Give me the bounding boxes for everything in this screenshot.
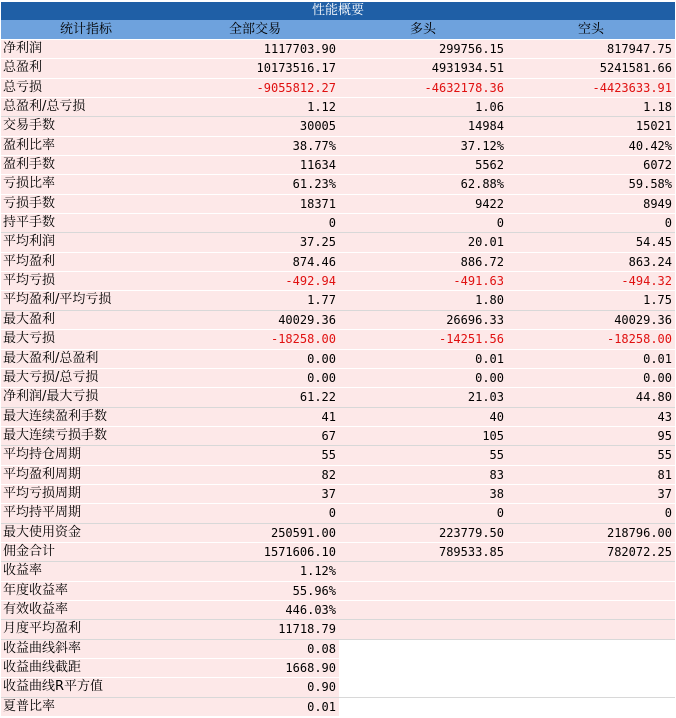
- cell-all-trades: 1571606.10: [263, 544, 336, 559]
- cell-all-trades: 37.25: [299, 235, 336, 250]
- cell-all-trades: 61.23%: [292, 177, 336, 192]
- cell-all-trades: 55: [321, 448, 336, 463]
- cell-all-trades: 0.90: [307, 680, 336, 695]
- cell-all-trades: 0.00: [307, 370, 336, 385]
- table-row: [1, 116, 675, 135]
- row-label: 收益曲线截距: [3, 660, 82, 675]
- table-row: [1, 484, 675, 503]
- cell-all-trades: -9055812.27: [256, 80, 336, 95]
- cell-long: 105: [482, 428, 504, 443]
- cell-all-trades: 446.03%: [285, 602, 336, 617]
- cell-all-trades: 40029.36: [278, 312, 336, 327]
- row-label: 收益率: [3, 563, 43, 579]
- row-label: 最大盈利: [3, 311, 56, 327]
- table-row: [1, 97, 675, 116]
- cell-all-trades: 1668.90: [285, 661, 336, 675]
- cell-all-trades: 1.12%: [299, 564, 336, 579]
- cell-long: 9422: [475, 196, 504, 211]
- cell-long: 789533.85: [438, 544, 504, 559]
- table-row: [1, 619, 675, 638]
- cell-all-trades: 11718.79: [278, 622, 336, 637]
- cell-short: [507, 620, 675, 638]
- cell-short: 782072.25: [606, 544, 672, 559]
- table-row: [1, 252, 675, 271]
- cell-short: [507, 659, 675, 677]
- cell-short: 0: [664, 506, 672, 521]
- cell-short: [507, 698, 675, 716]
- cell-short: [507, 582, 675, 600]
- row-label: 最大盈利/总盈利: [3, 350, 99, 366]
- cell-long: [339, 659, 507, 677]
- cell-all-trades: 1.77: [307, 293, 336, 308]
- table-row: [1, 581, 675, 600]
- cell-short: -494.32: [621, 274, 672, 289]
- cell-short: 95: [657, 428, 672, 443]
- row-label: 平均亏损周期: [3, 485, 82, 501]
- table-row: [1, 426, 675, 445]
- cell-short: 1.75: [643, 293, 672, 308]
- cell-short: 218796.00: [606, 525, 672, 540]
- cell-long: [339, 601, 507, 619]
- table-row: [1, 697, 675, 716]
- row-label: 盈利手数: [3, 157, 56, 173]
- cell-short: 0.00: [643, 370, 672, 385]
- row-label: 平均盈利: [3, 253, 56, 269]
- cell-short: [507, 562, 675, 580]
- row-label: 亏损手数: [3, 195, 56, 211]
- cell-short: 59.58%: [628, 177, 672, 192]
- table-row: [1, 523, 675, 542]
- header-long: 多头: [409, 22, 436, 37]
- row-label: 平均持平周期: [3, 505, 82, 521]
- cell-long: 299756.15: [438, 42, 504, 56]
- table-row: [1, 387, 675, 406]
- table-row: [1, 407, 675, 426]
- table-header: [1, 20, 675, 39]
- cell-all-trades: 55.96%: [292, 583, 336, 598]
- cell-all-trades: 67: [321, 428, 336, 443]
- cell-long: 0.00: [475, 370, 504, 385]
- table-row: [1, 290, 675, 309]
- table-row: [1, 465, 675, 484]
- row-label: 总盈利/总亏损: [3, 99, 86, 115]
- cell-short: 0.01: [643, 351, 672, 366]
- cell-short: 43: [657, 409, 672, 424]
- cell-long: [339, 678, 507, 696]
- row-label: 交易手数: [3, 118, 56, 134]
- cell-short: 6072: [643, 158, 672, 173]
- cell-long: [339, 582, 507, 600]
- cell-short: 15021: [635, 119, 672, 134]
- cell-short: 40029.36: [614, 312, 672, 327]
- cell-short: 37: [657, 486, 672, 501]
- row-label: 年度收益率: [3, 582, 69, 598]
- cell-all-trades: 10173516.17: [256, 61, 336, 76]
- table-row: [1, 503, 675, 522]
- cell-all-trades: 11634: [299, 158, 336, 173]
- cell-short: 0: [664, 216, 672, 231]
- header-metric: 统计指标: [59, 22, 112, 37]
- table-row: [1, 194, 675, 213]
- cell-long: 1.80: [475, 293, 504, 308]
- row-label: 净利润: [3, 41, 43, 56]
- row-label: 收益曲线斜率: [3, 640, 82, 656]
- table-row: [1, 58, 675, 77]
- cell-short: 54.45: [635, 235, 672, 250]
- row-label: 最大使用资金: [3, 524, 82, 540]
- table-row: [1, 561, 675, 580]
- row-label: 夏普比率: [3, 698, 56, 714]
- row-label: 最大连续盈利手数: [3, 408, 108, 424]
- cell-long: [339, 562, 507, 580]
- cell-short: [507, 640, 675, 658]
- table-row: [1, 78, 675, 97]
- row-label: 最大亏损: [3, 331, 56, 347]
- cell-all-trades: 0: [328, 216, 336, 231]
- row-label: 有效收益率: [3, 601, 69, 617]
- table-row: [1, 213, 675, 232]
- cell-all-trades: 38.77%: [292, 138, 336, 153]
- cell-short: 44.80: [635, 390, 672, 405]
- table-row: [1, 155, 675, 174]
- cell-long: 4931934.51: [431, 61, 504, 76]
- cell-long: 0: [496, 506, 504, 521]
- cell-long: 55: [489, 448, 504, 463]
- cell-long: 62.88%: [460, 177, 504, 192]
- cell-all-trades: 61.22: [299, 390, 336, 405]
- cell-long: 0: [496, 216, 504, 231]
- row-label: 月度平均盈利: [3, 621, 82, 637]
- cell-short: -18258.00: [606, 332, 672, 347]
- cell-all-trades: 1117703.90: [263, 42, 336, 56]
- table-title: 性能概要: [1, 2, 675, 20]
- table-row: [1, 349, 675, 368]
- cell-all-trades: 250591.00: [270, 525, 336, 540]
- row-label: 平均持仓周期: [3, 447, 82, 463]
- cell-short: 863.24: [628, 254, 672, 269]
- row-label: 收益曲线R平方值: [3, 679, 104, 695]
- row-label: 最大连续亏损手数: [3, 427, 108, 443]
- cell-all-trades: 0.01: [307, 699, 336, 714]
- row-label: 亏损比率: [3, 176, 56, 192]
- cell-short: 5241581.66: [599, 61, 672, 76]
- cell-all-trades: 37: [321, 486, 336, 501]
- row-label: 盈利比率: [3, 137, 56, 153]
- cell-long: [339, 640, 507, 658]
- row-label: 总亏损: [3, 79, 43, 95]
- cell-long: 21.03: [467, 390, 504, 405]
- table-row: [1, 136, 675, 155]
- cell-long: 5562: [475, 158, 504, 173]
- cell-all-trades: 0: [328, 506, 336, 521]
- table-row: [1, 329, 675, 348]
- table-row: [1, 542, 675, 561]
- cell-all-trades: 1.12: [307, 100, 336, 115]
- cell-all-trades: 82: [321, 467, 336, 482]
- table-row: [1, 658, 675, 677]
- cell-short: 40.42%: [628, 138, 672, 153]
- header-short: 空头: [577, 22, 604, 37]
- cell-all-trades: 18371: [299, 196, 336, 211]
- row-label: 最大亏损/总亏损: [3, 369, 99, 385]
- cell-long: -4632178.36: [424, 80, 504, 95]
- cell-long: -491.63: [453, 274, 504, 289]
- table-row: [1, 677, 675, 696]
- cell-short: 1.18: [643, 100, 672, 115]
- table-row: [1, 445, 675, 464]
- cell-long: 26696.33: [446, 312, 504, 327]
- cell-short: 8949: [643, 196, 672, 211]
- cell-short: 55: [657, 448, 672, 463]
- table-row: [1, 271, 675, 290]
- cell-short: -4423633.91: [592, 80, 672, 95]
- cell-long: [339, 698, 507, 716]
- table-row: [1, 310, 675, 329]
- cell-short: 817947.75: [606, 42, 672, 56]
- row-label: 持平手数: [3, 215, 56, 231]
- cell-all-trades: 30005: [299, 119, 336, 134]
- cell-long: 1.06: [475, 100, 504, 115]
- row-label: 平均亏损: [3, 273, 56, 289]
- cell-long: 14984: [467, 119, 504, 134]
- cell-long: 20.01: [467, 235, 504, 250]
- row-label: 净利润/最大亏损: [3, 389, 99, 405]
- cell-all-trades: 0.08: [307, 641, 336, 656]
- table-row: [1, 639, 675, 658]
- cell-long: -14251.56: [438, 332, 504, 347]
- cell-short: [507, 601, 675, 619]
- table-row: [1, 174, 675, 193]
- cell-all-trades: 41: [321, 409, 336, 424]
- cell-long: 886.72: [460, 254, 504, 269]
- row-label: 平均利润: [3, 234, 56, 250]
- cell-all-trades: -18258.00: [270, 332, 336, 347]
- header-all-trades: 全部交易: [228, 22, 281, 37]
- table-row: [1, 368, 675, 387]
- cell-short: 81: [657, 467, 672, 482]
- row-label: 总盈利: [3, 60, 43, 76]
- cell-short: [507, 678, 675, 696]
- cell-long: [339, 620, 507, 638]
- table-row: [1, 232, 675, 251]
- table-row: [1, 600, 675, 619]
- table-body: [1, 39, 675, 716]
- row-label: 佣金合计: [3, 543, 56, 559]
- cell-long: 40: [489, 409, 504, 424]
- cell-long: 83: [489, 467, 504, 482]
- cell-all-trades: 0.00: [307, 351, 336, 366]
- performance-summary-table: [1, 2, 675, 716]
- cell-long: 37.12%: [460, 138, 504, 153]
- cell-long: 0.01: [475, 351, 504, 366]
- cell-long: 38: [489, 486, 504, 501]
- table-row: [1, 39, 675, 58]
- cell-all-trades: -492.94: [285, 274, 336, 289]
- row-label: 平均盈利/平均亏损: [3, 292, 112, 308]
- cell-long: 223779.50: [438, 525, 504, 540]
- cell-all-trades: 874.46: [292, 254, 336, 269]
- row-label: 平均盈利周期: [3, 466, 82, 482]
